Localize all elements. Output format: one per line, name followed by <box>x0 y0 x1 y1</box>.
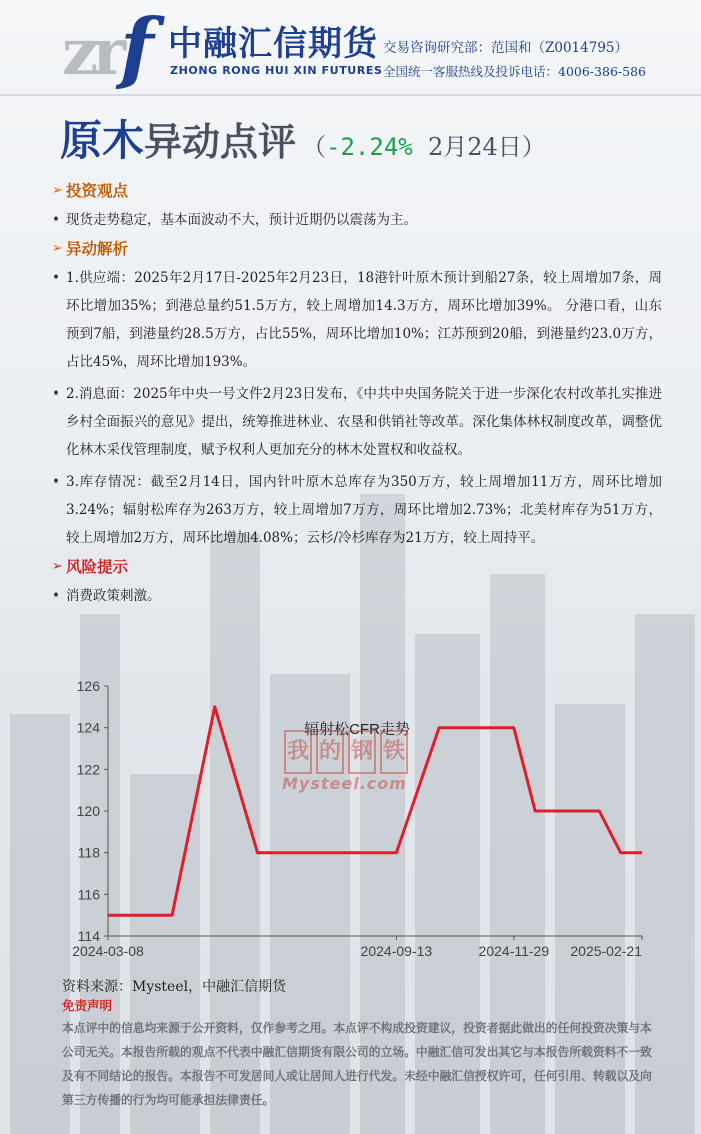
arrow-right-icon: ➢ <box>52 559 63 574</box>
disclaimer-text: 本点评中的信息均来源于公开资料，仅作参考之用。本点评不构成投资建议，投资者据此做出的任何投资决策与本公司无关。本报告所载的观点不代表中融汇信期货有限公司的立场。中融汇信可发出其它与本报告所载资料不一致及有不同结论的报告。本报告不可发居间人或让居间人进行代发。未经中融汇信授权许可，任何引用、转载以及向第三方传播的行为均可能承担法律责任。 <box>62 1021 652 1107</box>
company-logo: zrf <box>62 2 148 93</box>
watermark-char: 钢 <box>348 730 376 774</box>
watermark-char: 我 <box>284 730 312 774</box>
section-analysis-heading <box>52 234 662 264</box>
view-text: • 现货走势稳定，基本面波动不大，预计近期仍以震荡为主。 <box>52 206 662 234</box>
price-chart <box>52 672 652 970</box>
y-axis <box>77 678 108 944</box>
watermark-char: 的 <box>316 730 344 774</box>
title-label: 异动点评 <box>144 119 297 164</box>
section-view-heading <box>52 176 662 206</box>
analysis-item-news: • 2.消息面：2025年中央一号文件2月23日发布，《中共中央国务院关于进一步深化农村改革扎实推进乡村全面振兴的意见》提出，统筹推进林业、农垦和供销社等改革。深化集体林权制度改革，调整优化林木采伐管理制度，赋予权利人更加充分的林木处置权和收益权。 <box>52 380 662 464</box>
analysis-item-inventory: • 3.库存情况：截至2月14日，国内针叶原木总库存为350万方，较上周增加11万方，周环比增加3.24%；辐射松库存为263万方，较上周增加7万方，周环比增加2.73%；北美材库存为51万方，较上周增加2万方，周环比增加4.08%；云杉/冷杉库存为21万方，较上周持平。 <box>52 468 662 552</box>
x-tick-label: 2024-03-08 <box>72 943 144 959</box>
company-name-en: ZHONG RONG HUI XIN FUTURES <box>170 64 383 77</box>
report-date: 2月24日） <box>428 133 546 161</box>
page-title <box>60 108 546 168</box>
x-tick-label: 2025-02-21 <box>570 943 642 959</box>
y-tick-label: 114 <box>77 928 100 944</box>
company-name-cn: 中融汇信期货 <box>168 24 378 64</box>
report-body <box>52 176 662 610</box>
section-risk-heading <box>52 552 662 582</box>
section-view-title: 投资观点 <box>66 182 129 200</box>
mysteel-watermark <box>282 730 442 802</box>
risk-text: • 消费政策刺激。 <box>52 582 662 610</box>
hotline-info: 全国统一客服热线及投诉电话：4006-386-586 <box>383 64 646 79</box>
chart-svg <box>52 672 652 970</box>
watermark-char: 铁 <box>380 730 408 774</box>
y-tick-label: 120 <box>76 803 100 819</box>
header-divider <box>0 94 701 96</box>
watermark-en: Mysteel.com <box>282 774 407 793</box>
analyst-info: 交易咨询研究部：范国和（Z0014795） <box>383 40 629 56</box>
section-risk-title: 风险提示 <box>66 558 129 576</box>
disclaimer-title: 免责声明 <box>62 998 113 1013</box>
price-change: -2.24% <box>326 133 413 161</box>
y-tick-label: 122 <box>76 761 100 778</box>
report-header <box>0 0 701 96</box>
chart-title: 辐射松CFR走势 <box>304 721 410 738</box>
y-tick-label: 126 <box>76 678 100 694</box>
analysis-item-supply: • 1.供应端：2025年2月17日-2025年2月23日，18港针叶原木预计到船27条，较上周增加7条，周环比增加35%；到港总量约51.5万方，较上周增加14.3万方，周环比增加39%。 分港口看，山东预到7船，到港量约28.5万方，占比55%，周环比增加10%；江苏预到20船，到港量约23.0万方，占比45%，周环比增加193%。 <box>52 264 662 376</box>
section-analysis-title: 异动解析 <box>66 240 129 258</box>
x-tick-label: 2024-11-29 <box>478 943 550 959</box>
x-axis <box>72 936 642 959</box>
y-tick-label: 116 <box>77 886 100 903</box>
title-paren: （ <box>302 133 327 161</box>
y-tick-label: 118 <box>77 844 100 861</box>
x-tick-label: 2024-09-13 <box>360 943 433 959</box>
data-source: 资料来源：Mysteel，中融汇信期货 <box>62 979 287 995</box>
y-tick-label: 124 <box>76 719 100 736</box>
title-product: 原木 <box>60 116 145 165</box>
arrow-right-icon: ➢ <box>52 241 63 256</box>
arrow-right-icon: ➢ <box>52 183 63 198</box>
